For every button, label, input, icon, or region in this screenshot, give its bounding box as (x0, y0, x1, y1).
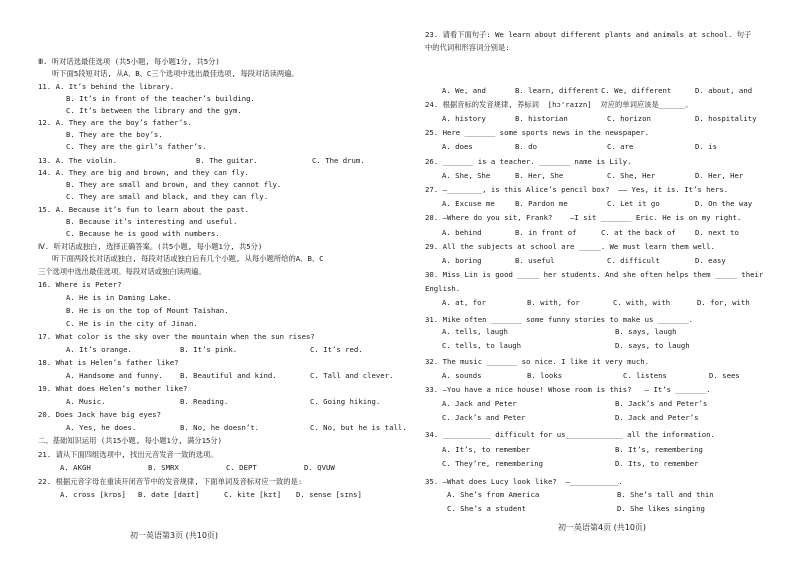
answer-option: B. historian (515, 114, 568, 123)
answer-option: C. Tall and clever. (310, 371, 394, 380)
answer-option: D. Its, to remember (615, 459, 699, 468)
question-line: 三个选项中选出最佳选项。每段对话或独白读两遍。 (38, 267, 206, 276)
answer-option: B. says, laugh (615, 327, 677, 336)
answer-option: B. Her, She (515, 171, 564, 180)
answer-option: C. difficult (607, 256, 660, 265)
question-line: A. He is in Daming Lake. (66, 293, 172, 302)
answer-option: C. DEPT (226, 463, 257, 472)
answer-option: C. Going hiking. (310, 397, 381, 406)
question-line: 17. What color is the sky over the mountain when the sun rises? (38, 332, 315, 341)
right-page (397, 0, 794, 561)
question-line: 二、基础知识运用 (共15小题, 每小题1分, 满分15分) (38, 436, 223, 445)
question-line: 19. What does Helen’s mother like? (38, 384, 188, 393)
answer-option: B. She’s tall and thin (617, 490, 714, 499)
answer-option: D. easy (695, 256, 726, 265)
question-line: English. (425, 284, 461, 293)
answer-option: B. SMRX (148, 463, 179, 472)
answer-option: D. for, with (697, 298, 750, 307)
answer-option: D. is (695, 142, 717, 151)
answer-option: B. in front of (515, 228, 577, 237)
question-line: B. They are small and brown, and they cannot fly. (66, 180, 282, 189)
question-line: 30. Miss Lin is good _____ her students. And she often helps them _____ their (425, 270, 764, 279)
answer-option: A. at, for (442, 298, 486, 307)
question-line: Ⅲ. 听对话选最佳选项 (共5小题, 每小题1分, 共5分) (38, 57, 220, 66)
answer-option: A. Excuse me (442, 199, 495, 208)
question-line: 听下面5段短对话, 从A、B、C三个选项中选出最佳选项, 每段对话读两遍。 (52, 69, 299, 78)
question-line: 24. 根据音标的发音规律, 养标词 [hɔ'raɪzn] 对应的单词应该是______。 (425, 100, 693, 109)
answer-option: A. She, She (442, 171, 491, 180)
answer-option: A. Jack and Peter (442, 399, 517, 408)
answer-option: B. Reading. (180, 397, 229, 406)
answer-option: B. useful (515, 256, 555, 265)
answer-option: C. kite [kɪt] (224, 490, 282, 499)
left-page-footer: 初一英语第3页 (共10页) (130, 531, 219, 540)
question-line: A. Handsome and funny. (66, 371, 163, 380)
answer-option: C. are (607, 142, 634, 151)
question-line: C. They are small and black, and they can fly. (66, 192, 269, 201)
question-line: 35. —What does Lucy look like? —___________. (425, 477, 623, 486)
answer-option: C. Jack’s and Peter (442, 413, 526, 422)
question-line: B. He is on the top of Mount Taishan. (66, 306, 229, 315)
question-line: 23. 请看下面句子: We learn about different plants and animals at school. 句子 (425, 30, 752, 39)
question-line: 20. Does Jack have big eyes? (38, 410, 162, 419)
question-line: 14. A. They are big and brown, and they can fly. (38, 168, 249, 177)
answer-option: A. boring (442, 256, 482, 265)
answer-option: C. They’re, remembering (442, 459, 544, 468)
question-line: 29. All the subjects at school are _____. We must learn them well. (425, 242, 715, 251)
question-line: C. He is in the city of Jinan. (66, 319, 198, 328)
question-line: 12. A. They are the boy’s father’s. (38, 118, 192, 127)
answer-option: D. On the way (695, 199, 753, 208)
question-line: B. It’s in front of the teacher’s building. (66, 94, 255, 103)
answer-option: A. sounds (442, 371, 482, 380)
question-line: 27. —________, is this Alice’s pencil box? —— Yes, it is. It’s hers. (425, 185, 729, 194)
question-line: 15. A. Because it’s fun to learn about the past. (38, 205, 249, 214)
answer-option: D. next to (695, 228, 739, 237)
answer-option: C. She, Her (607, 171, 656, 180)
answer-option: B. looks (527, 371, 563, 380)
answer-option: B. No, he doesn’t. (180, 423, 260, 432)
question-line: C. It’s between the library and the gym. (66, 106, 242, 115)
answer-option: A. We, and (442, 86, 486, 95)
answer-option: B. The guitar. (196, 156, 258, 165)
question-line: Ⅳ. 听对话或独白, 选择正确答案。(共5小题, 每小题1分, 共5分) (38, 242, 263, 251)
answer-option: D. sees (709, 371, 740, 380)
answer-option: D. She likes singing (617, 504, 705, 513)
question-line: 18. What is Helen’s father like? (38, 358, 179, 367)
answer-option: A. tells, laugh (442, 327, 508, 336)
answer-option: B. Jack’s and Peter’s (615, 399, 708, 408)
answer-option: B. learn, different (515, 86, 599, 95)
question-line: A. Yes, he does. (66, 423, 137, 432)
answer-option: A. behind (442, 228, 482, 237)
question-line: A. cross [krɒs] (60, 490, 126, 499)
answer-option: C. We, different (601, 86, 672, 95)
answer-option: D. Jack and Peter’s (615, 413, 699, 422)
answer-option: C. No, but he is tall. (310, 423, 407, 432)
answer-option: B. do (515, 142, 537, 151)
answer-option: C. with, with (613, 298, 671, 307)
answer-option: A. She’s from America (447, 490, 540, 499)
answer-option: B. with, for (527, 298, 580, 307)
question-line: 13. A. The violin. (38, 156, 118, 165)
question-line: 22. 根据元音字母在重读开闭音节中的发音规律, 下面单词及音标对应一致的是: (38, 477, 303, 486)
question-line: B. Because it’s interesting and useful. (66, 217, 238, 226)
right-page-footer: 初一英语第4页 (共10页) (558, 523, 647, 532)
answer-option: C. tells, to laugh (442, 341, 522, 350)
answer-option: A. does (442, 142, 473, 151)
question-line: 25. Here _______ some sports news in the newspaper. (425, 128, 650, 137)
question-line: A. Music. (66, 397, 106, 406)
answer-option: B. It’s pink. (180, 345, 238, 354)
answer-option: C. The drum. (312, 156, 365, 165)
answer-option: C. It’s red. (310, 345, 363, 354)
question-line: B. They are the boy’s. (66, 130, 163, 139)
answer-option: A. It’s, to remember (442, 445, 530, 454)
question-line: C. Because he is good with numbers. (66, 229, 220, 238)
answer-option: B. It’s, remembering (615, 445, 703, 454)
answer-option: D. Her, Her (695, 171, 744, 180)
answer-option: C. at the back of (601, 228, 676, 237)
question-line: 16. Where is Peter? (38, 280, 122, 289)
answer-option: D. hospitality (695, 114, 757, 123)
question-line: C. They are the girl’s father’s. (66, 142, 207, 151)
answer-option: B. date [daɪt] (138, 490, 200, 499)
question-line: 34. ___________ difficult for us_____________ all the information. (425, 430, 715, 439)
answer-option: C. horizon (607, 114, 651, 123)
question-line: 31. Mike often _______ some funny stories to make us _______. (425, 315, 693, 324)
answer-option: C. Let it go (607, 199, 660, 208)
question-line: 听下面两段长对话或独白, 每段对话或独白后有几个小题, 从每小题所给的A、B、C (52, 254, 324, 263)
answer-option: C. listens (623, 371, 667, 380)
question-line: 28. —Where do you sit, Frank? —I sit _______ Eric. He is on my right. (425, 213, 742, 222)
answer-option: B. Beautiful and kind. (180, 371, 277, 380)
answer-option: A. history (442, 114, 486, 123)
answer-option: C. She’s a student (447, 504, 527, 513)
answer-option: D. sense [sɪns] (296, 490, 362, 499)
answer-option: D. about, and (695, 86, 753, 95)
answer-option: D. QVUW (304, 463, 335, 472)
question-line: 中的代词和形容词分别是: (425, 43, 510, 52)
answer-option: D. says, to laugh (615, 341, 690, 350)
question-line: A. It’s orange. (66, 345, 132, 354)
question-line: 32. The music _______ so nice. I like it very much. (425, 357, 650, 366)
question-line: 21. 请从下面四组选项中, 找出元音发音一致的选项。 (38, 450, 218, 459)
question-line: 33. —You have a nice house! Whose room is this? — It’s _______. (425, 385, 711, 394)
answer-option: B. Pardon me (515, 199, 568, 208)
question-line: 26. _______ is a teacher. _______ name is Lily. (425, 157, 632, 166)
question-line: A. AKGH (60, 463, 91, 472)
question-line: 11. A. It’s behind the library. (38, 82, 175, 91)
